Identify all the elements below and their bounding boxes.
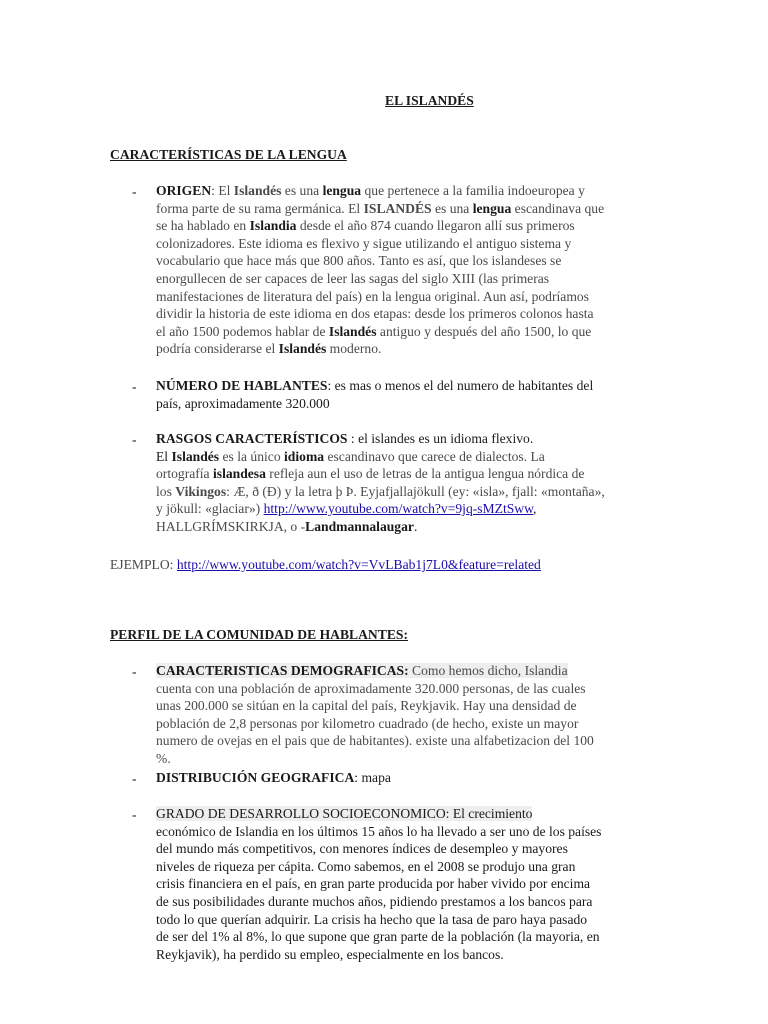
list-item-origen [156,182,666,358]
ejemplo-line [110,556,541,574]
origen-text: desde el año 874 cuando llegaron allí sus primeros [296,218,575,234]
rasgos-text: Islandés [171,448,220,464]
rasgos-label: RASGOS CARACTERÍSTICOS [156,431,348,446]
rasgos-text: : el islandes es un idioma flexivo. [347,431,534,446]
geo-label: DISTRIBUCIÓN GEOGRAFICA [156,770,355,785]
origen-text: lengua [322,183,362,198]
section-heading-caracteristicas: CARACTERÍSTICAS DE LA LENGUA [110,147,347,162]
origen-text: : El [211,183,234,198]
demo-text: numero de ovejas en el pais que de habitantes). existe una alfabetizacion del 100 [156,733,594,749]
demo-text: población de 2,8 personas por kilometro cuadrado (de hecho, existe un mayor [156,715,579,731]
section-heading-perfil: PERFIL DE LA COMUNIDAD DE HABLANTES: [110,627,408,642]
origen-text: es una [431,200,473,216]
origen-label: ORIGEN [156,183,212,198]
rasgos-text: Landmannalaugar [305,518,414,534]
document-title: EL ISLANDÉS [385,93,474,108]
rasgos-text: , [533,501,537,517]
origen-text: Islandés [233,183,282,198]
list-item-socioeconomico [156,805,666,963]
socio-text: económico de Islandia en los últimos 15 años lo ha llevado a ser uno de los países [156,823,602,839]
origen-text: que pertenece a la familia indoeuropea y [361,183,585,198]
rasgos-text: idioma [284,448,325,464]
origen-text: se ha hablado en [156,218,250,234]
socio-text: Reykjavik), ha perdido su empleo, especialmente en los bancos. [156,946,504,962]
origen-text: es una [281,183,323,198]
demo-text: %. [156,750,171,766]
origen-text: dividir la historia de este idioma en dos etapas: desde los primeros colonos hasta [156,306,594,322]
list-item-geografica [156,769,666,787]
origen-text: Islandés [278,341,327,357]
origen-text: enorgullecen de ser capaces de leer las sagas del siglo XIII (las primeras [156,270,550,286]
socio-text: todo lo que querían adquirir. La crisis ha hecho que la tasa de paro haya pasado [156,911,588,927]
origen-text: lengua [472,200,512,216]
rasgos-text: ortografía [156,466,213,482]
socio-label: GRADO DE DESARROLLO SOCIOECONOMICO [156,806,446,821]
origen-text: Islandia [249,218,297,234]
origen-text: moderno. [326,341,382,357]
socio-text: del mundo más competitivos, con menores índices de desempleo y mayores [156,841,568,857]
hablantes-label: NÚMERO DE HABLANTES [156,378,328,393]
origen-text: colonizadores. Este idioma es flexivo y sigue utilizando el antiguo sistema y [156,235,572,251]
youtube-link-ejemplo[interactable]: http://www.youtube.com/watch?v=VvLBab1j7L0&feature=related [176,557,541,572]
rasgos-text: escandinavo que carece de dialectos. La [324,448,545,464]
bullet-dash: - [132,184,137,199]
origen-text: antiguo y después del año 1500, lo que [376,323,592,339]
hablantes-text: : es mas o menos el del numero de habitantes del [327,378,594,393]
geo-text: : mapa [354,770,391,785]
rasgos-text: y jökull: «glaciar») [156,501,264,517]
bullet-dash: - [132,664,137,679]
demo-text: Como hemos dicho, Islandia [408,663,568,678]
list-item-rasgos [156,430,666,536]
bullet-dash: - [132,379,137,394]
socio-text: : El crecimiento [445,806,533,821]
hablantes-text: país, aproximadamente 320.000 [156,395,330,411]
list-item-hablantes [156,377,666,412]
rasgos-text: islandesa [213,466,266,482]
ejemplo-label: EJEMPLO: [110,557,177,572]
origen-text: ISLANDÉS [363,200,432,216]
youtube-link-eyjafjallajokull[interactable]: http://www.youtube.com/watch?v=9jq-sMZtSww [263,501,534,517]
rasgos-text: los [156,483,176,499]
socio-text: crisis financiera en el país, en gran parte producida por haber vivido por encima [156,876,591,892]
demo-text: cuenta con una población de aproximadamente 320.000 personas, de las cuales [156,680,586,696]
rasgos-text: HALLGRÍMSKIRKJA, o - [156,518,306,534]
origen-text: escandinava que [511,200,605,216]
bullet-dash: - [132,771,137,786]
socio-text: de ser del 1% al 8%, lo que supone que gran parte de la población (la mayoria, en [156,929,600,945]
list-item-demograficas [156,662,666,768]
rasgos-text: . [413,518,418,534]
bullet-dash: - [132,807,137,822]
origen-text: el año 1500 podemos hablar de [156,323,329,339]
rasgos-text: refleja aun el uso de letras de la antigua lengua nórdica de [265,466,585,482]
socio-text: de sus posibilidades durante muchos años, pidiendo prestamos a los bancos para [156,893,593,909]
rasgos-text: es la único [219,448,285,464]
rasgos-text: Vikingos [175,483,227,499]
rasgos-text: : Æ, ð (Ð) y la letra þ Þ. Eyjafjallajökull (ey: «isla», fjall: «montaña», [226,483,605,499]
origen-text: Islandés [328,323,377,339]
socio-text: niveles de riqueza per cápita. Como sabemos, en el 2008 se produjo una gran [156,858,576,874]
demo-label: CARACTERISTICAS DEMOGRAFICAS: [156,663,409,678]
demo-text: unas 200.000 se sitúan en la capital del país, Reykjavik. Hay una densidad de [156,698,577,714]
rasgos-text: El [156,448,172,464]
origen-text: vocabulario que hace más que 800 años. Tanto es así, que los islandeses se [156,253,562,269]
origen-text: podría considerarse el [156,341,279,357]
origen-text: manifestaciones de literatura del país) en la lengua original. Aun así, podríamos [156,288,589,304]
bullet-dash: - [132,432,137,447]
origen-text: forma parte de su rama germánica. El [156,200,364,216]
